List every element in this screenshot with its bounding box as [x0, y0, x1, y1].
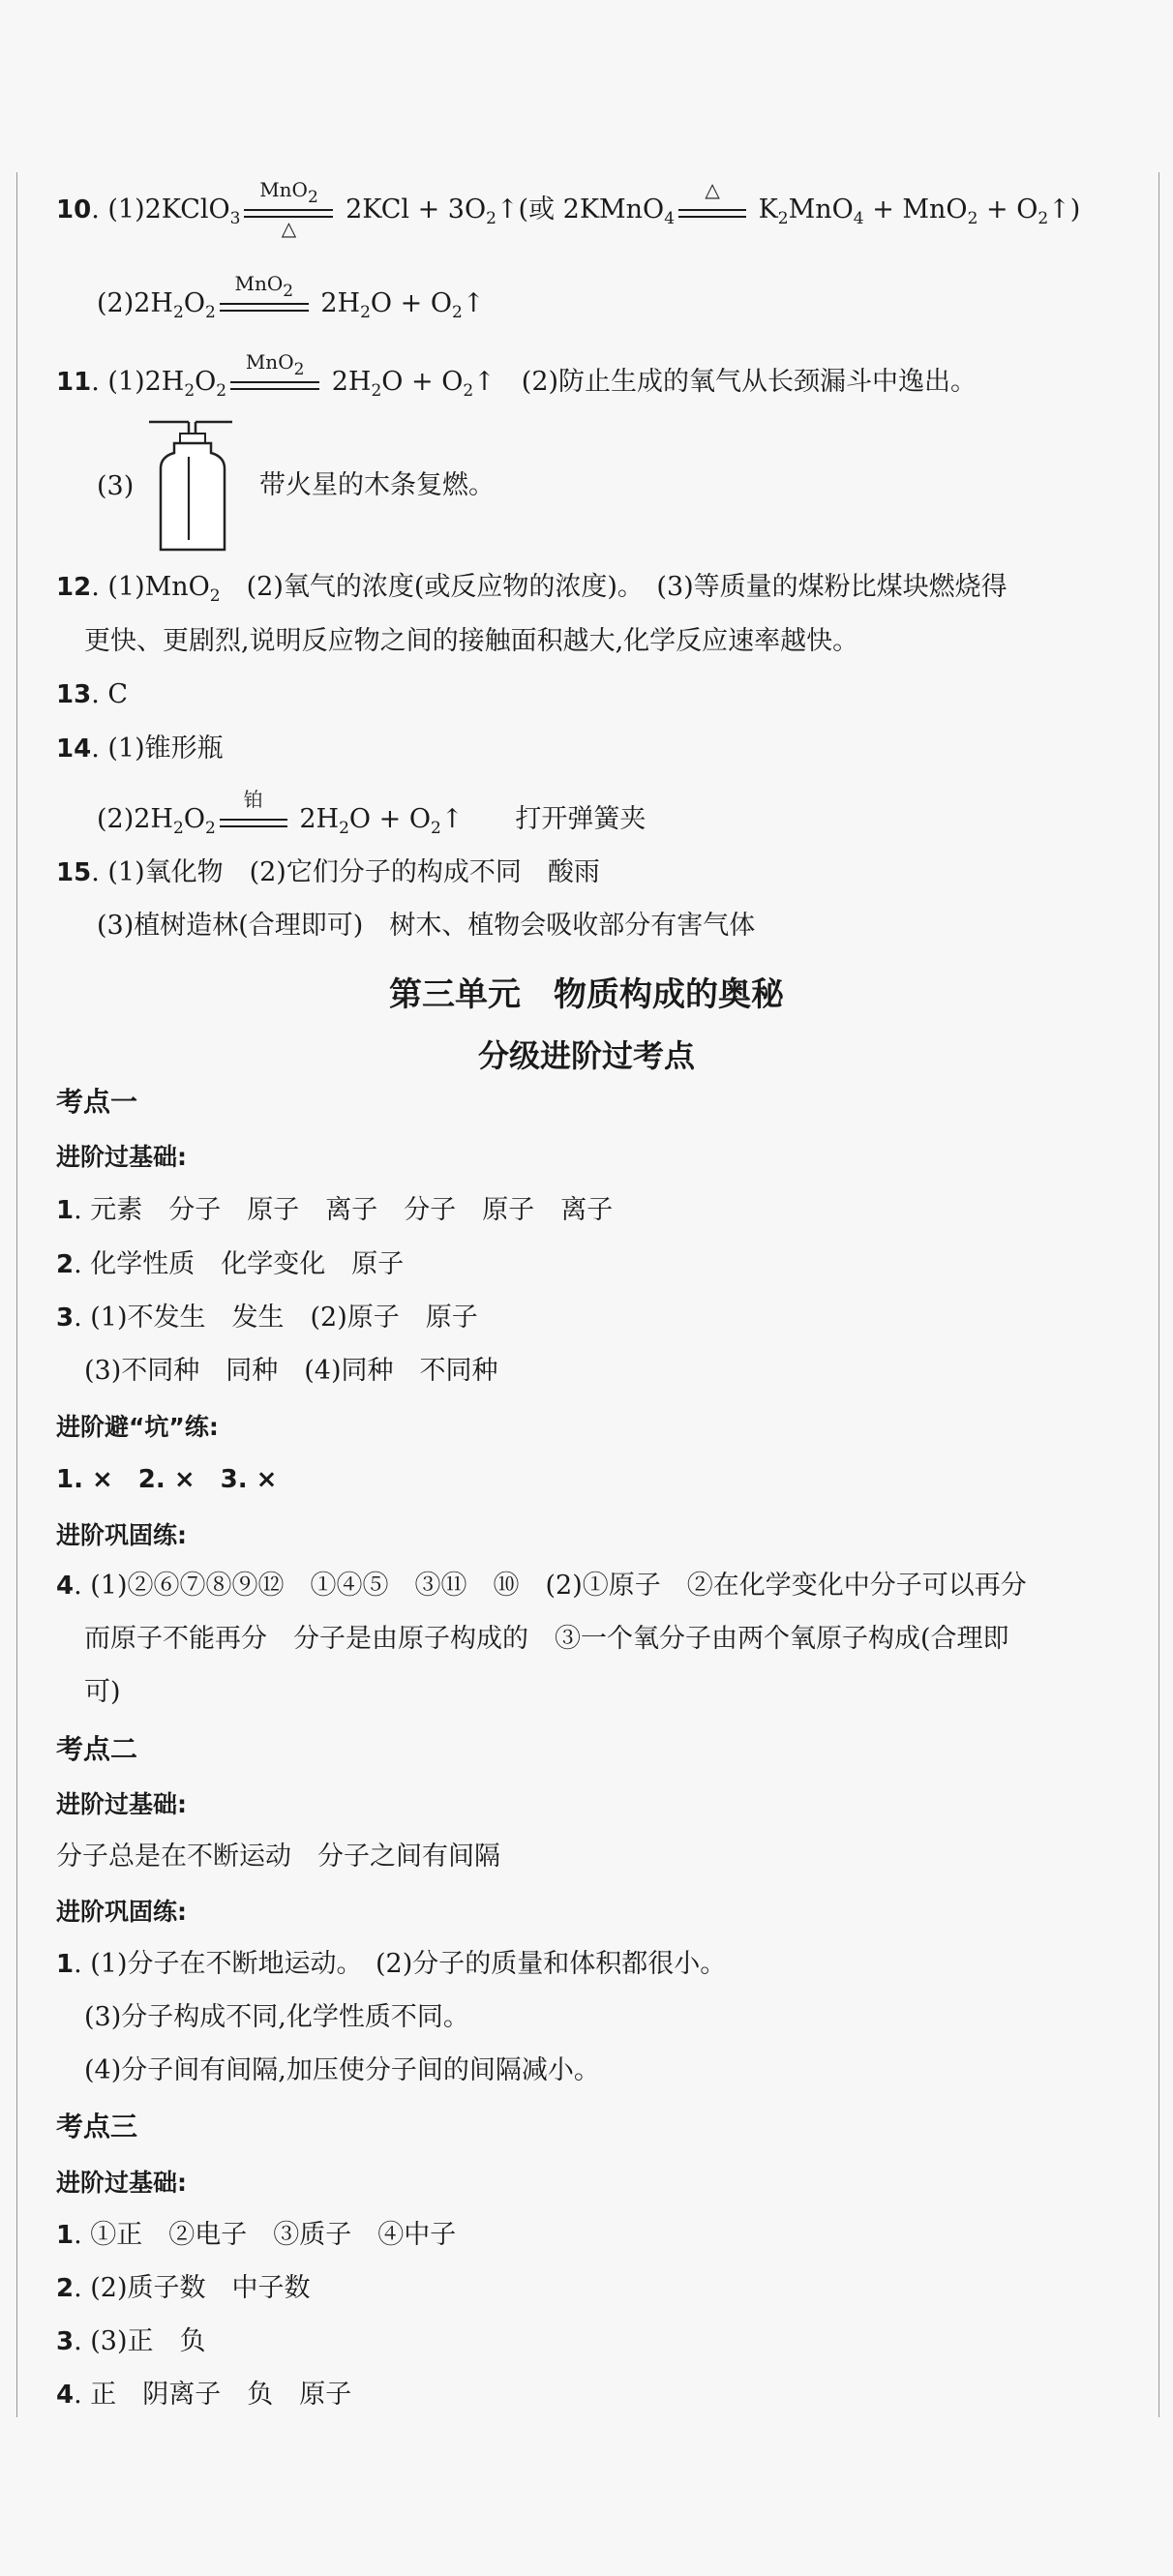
q13-number: 13 — [56, 680, 92, 709]
k1-basic-item-2: 2. 化学性质 化学变化 原子 — [56, 1249, 405, 1279]
q10-line-1: 10. (1)2KClO$_3$ MnO$_2$ △ $2KCl + 3O_2↑$(或 2KMnO$_4$ △ $K_2MnO_4 + MnO_2$ + $O_2↑$) — [56, 178, 1081, 240]
q11-line-2-label: (3) — [97, 471, 135, 501]
q11-line-2-text: 带火星的木条复燃。 — [259, 470, 495, 500]
catalyst-equals-sign: MnO$_2$ — [220, 287, 309, 320]
k2-consol-item-1: 1. (1)分子在不断地运动。 (2)分子的质量和体积都很小。 — [56, 1949, 727, 1979]
q14-line-1: 14. (1)锥形瓶 — [56, 734, 224, 764]
q12-number: 12 — [56, 573, 92, 602]
left-margin-rule — [16, 172, 17, 2417]
k2-basic-line: 分子总是在不断运动 分子之间有间隔 — [56, 1842, 500, 1872]
k2-consol-item-1b: (3)分子构成不同,化学性质不同。 — [84, 2002, 469, 2032]
q11-line-1: 11. $(1)2H_2O_2$ MnO$_2$ $2H_2O$ + $O_2↑$ (2)防止生成的氧气从长颈漏斗中逸出。 — [56, 350, 978, 401]
section-heading-3: 考点三 — [56, 2111, 138, 2142]
right-margin-rule — [1158, 172, 1159, 2417]
k1-consol-item-4-line-2: 而原子不能再分 分子是由原子构成的 ③一个氧分子由两个氧原子构成(合理即 — [84, 1624, 1009, 1654]
k3-basic-item-4: 4. 正 阴离子 负 原子 — [56, 2380, 352, 2410]
q15-number: 15 — [56, 858, 92, 887]
k1-basic-item-3: 3. (1)不发生 发生 (2)原子 原子 — [56, 1303, 478, 1333]
k1-consol-item-4-line-3: 可) — [84, 1677, 121, 1707]
k3-basic-item-3: 3. (3)正 负 — [56, 2326, 206, 2356]
section-heading-2: 考点二 — [56, 1733, 138, 1765]
k3-basic-item-2: 2. (2)质子数 中子数 — [56, 2273, 311, 2303]
catalyst-equals-sign: MnO$_2$ △ — [244, 194, 333, 226]
q15-line-2: (3)植树造林(合理即可) 树木、植物会吸收部分有害气体 — [97, 911, 756, 941]
k3-basic-item-1: 1. ①正 ②电子 ③质子 ④中子 — [56, 2220, 457, 2250]
basic-practice-label: 进阶过基础: — [56, 1790, 187, 1818]
unit-title: 第三单元 物质构成的奥秘 — [389, 975, 784, 1014]
section-heading-1: 考点一 — [56, 1086, 138, 1118]
q10-number: 10 — [56, 195, 92, 225]
platinum-equals-sign: 铂 — [220, 803, 287, 836]
q11-number: 11 — [56, 368, 92, 397]
heat-equals-sign: △ — [678, 194, 746, 226]
q14-number: 14 — [56, 734, 92, 764]
k2-consol-item-1c: (4)分子间有间隔,加压使分子间的间隔减小。 — [84, 2055, 600, 2085]
consolidation-practice-label: 进阶巩固练: — [56, 1521, 187, 1549]
catalyst-equals-sign: MnO$_2$ — [230, 366, 319, 399]
unit-subtitle: 分级进阶过考点 — [477, 1037, 695, 1074]
q14-line-2: $(2)2H_2O_2$ 铂 $2H_2O$ + $O_2↑$ 打开弹簧夹 — [97, 788, 647, 838]
pitfall-practice-label: 进阶避“坑”练: — [56, 1413, 219, 1441]
q12-line-2: 更快、更剧烈,说明反应物之间的接触面积越大,化学反应速率越快。 — [84, 626, 859, 656]
q15-line-1: 15. (1)氧化物 (2)它们分子的构成不同 酸雨 — [56, 857, 600, 887]
q12-line-1: 12. (1)MnO$_2$ (2)氧气的浓度(或反应物的浓度)。 (3)等质量的煤粉比煤块燃烧得 — [56, 572, 1008, 606]
pitfall-answers: 1. × 2. × 3. × — [56, 1465, 278, 1494]
k1-basic-item-1: 1. 元素 分子 原子 离子 分子 原子 离子 — [56, 1195, 614, 1225]
gas-collecting-bottle-icon — [145, 418, 237, 554]
q13-line: 13. C — [56, 679, 129, 709]
consolidation-practice-label: 进阶巩固练: — [56, 1898, 187, 1926]
basic-practice-label: 进阶过基础: — [56, 1143, 187, 1171]
q10-line-2: $(2)2H_2O_2$ MnO$_2$ $2H_2O$ + $O_2↑$ — [97, 272, 485, 322]
basic-practice-label: 进阶过基础: — [56, 2169, 187, 2197]
k1-consol-item-4-line-1: 4. (1)②⑥⑦⑧⑨⑫ ①④⑤ ③⑪ ⑩ (2)①原子 ②在化学变化中分子可以再分 — [56, 1571, 1027, 1601]
k1-basic-item-3b: (3)不同种 同种 (4)同种 不同种 — [84, 1356, 498, 1386]
